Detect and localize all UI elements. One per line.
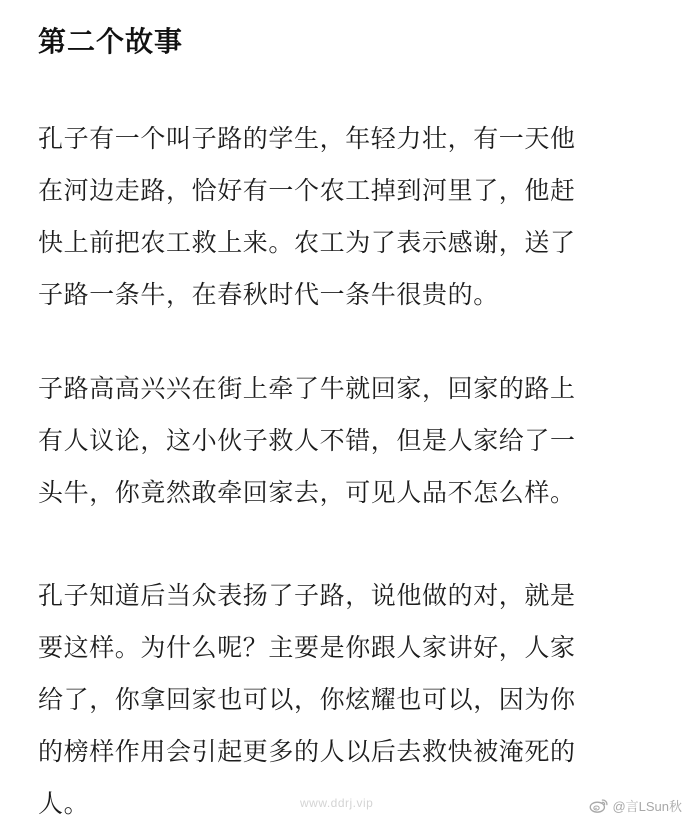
site-watermark: www.ddrj.vip (300, 796, 374, 810)
weibo-handle: @言LSun秋 (612, 799, 682, 814)
paragraph-line: 子路一条牛，在春秋时代一条牛很贵的。 (38, 280, 499, 309)
paragraph-line: 给了，你拿回家也可以，你炫耀也可以，因为你 (38, 685, 576, 714)
paragraph-line: 孔子知道后当众表扬了子路，说他做的对，就是 (38, 581, 576, 610)
paragraph-2 (38, 363, 658, 519)
paragraph-line: 快上前把农工救上来。农工为了表示感谢，送了 (38, 228, 576, 257)
article-heading: 第二个故事 (38, 25, 184, 58)
paragraph-line: 要这样。为什么呢？主要是你跟人家讲好，人家 (38, 633, 576, 662)
weibo-logo-icon (589, 797, 609, 814)
paragraph-line: 有人议论，这小伙子救人不错，但是人家给了一 (38, 426, 576, 455)
paragraph-3 (38, 570, 658, 830)
paragraph-line: 人。 (38, 789, 90, 818)
paragraph-1 (38, 113, 658, 321)
weibo-watermark (589, 796, 682, 815)
paragraph-line: 的榜样作用会引起更多的人以后去救快被淹死的 (38, 737, 576, 766)
paragraph-line: 孔子有一个叫子路的学生，年轻力壮，有一天他 (38, 124, 576, 153)
paragraph-line: 子路高高兴兴在街上牵了牛就回家，回家的路上 (38, 374, 576, 403)
paragraph-line: 头牛，你竟然敢牵回家去，可见人品不怎么样。 (38, 478, 576, 507)
paragraph-line: 在河边走路，恰好有一个农工掉到河里了，他赶 (38, 176, 576, 205)
